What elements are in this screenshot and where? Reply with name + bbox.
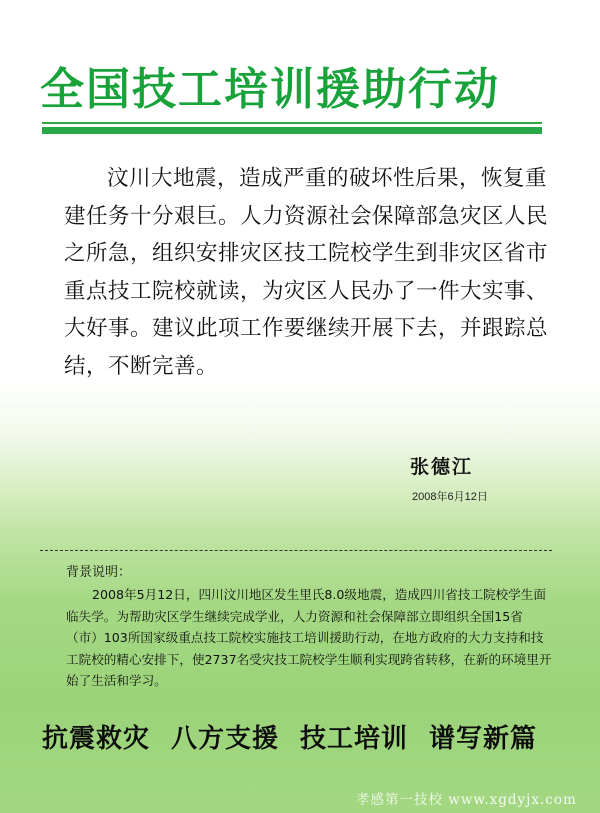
signature: 张德江 xyxy=(410,456,474,478)
slogan-item: 技工培训 xyxy=(300,724,409,754)
page-title: 全国技工培训援助行动 xyxy=(40,64,500,115)
slogan-item: 抗震救灾 xyxy=(42,724,151,754)
slogan-item: 八方支援 xyxy=(171,724,280,754)
slogan-item: 谱写新篇 xyxy=(429,724,538,754)
title-underline-thick xyxy=(42,127,542,134)
title-underline-thin xyxy=(42,122,542,124)
quote-text: 汶川大地震，造成严重的破坏性后果，恢复重建任务十分艰巨。人力资源社会保障部急灾区人民之所急，组织安排灾区技工院校学生到非灾区省市重点技工院校就读，为灾区人民办了一件大实事、大好事。建议此项工作要继续开展下去，并跟踪总结，不断完善。 xyxy=(64,166,549,379)
signature-date: 2008年6月12日 xyxy=(412,491,488,503)
watermark-text: 孝感第一技校 www.xgdyjx.com xyxy=(356,792,577,808)
background-text: 2008年5月12日，四川汶川地区发生里氏8.0级地震，造成四川省技工院校学生面临失学。为帮助灾区学生继续完成学业，人力资源和社会保障部立即组织全国15省（市）103所国家级重点技工院校实施技工培训援助行动，在地方政府的大力支持和技工院校的精心安排下，使2737名受灾技工院校学生顺利实现跨省转移，在新的环境里开始了生活和学习。 xyxy=(66,587,552,688)
slogan-row xyxy=(42,718,562,755)
dashed-divider xyxy=(40,550,552,551)
background-label: 背景说明： xyxy=(66,565,132,580)
